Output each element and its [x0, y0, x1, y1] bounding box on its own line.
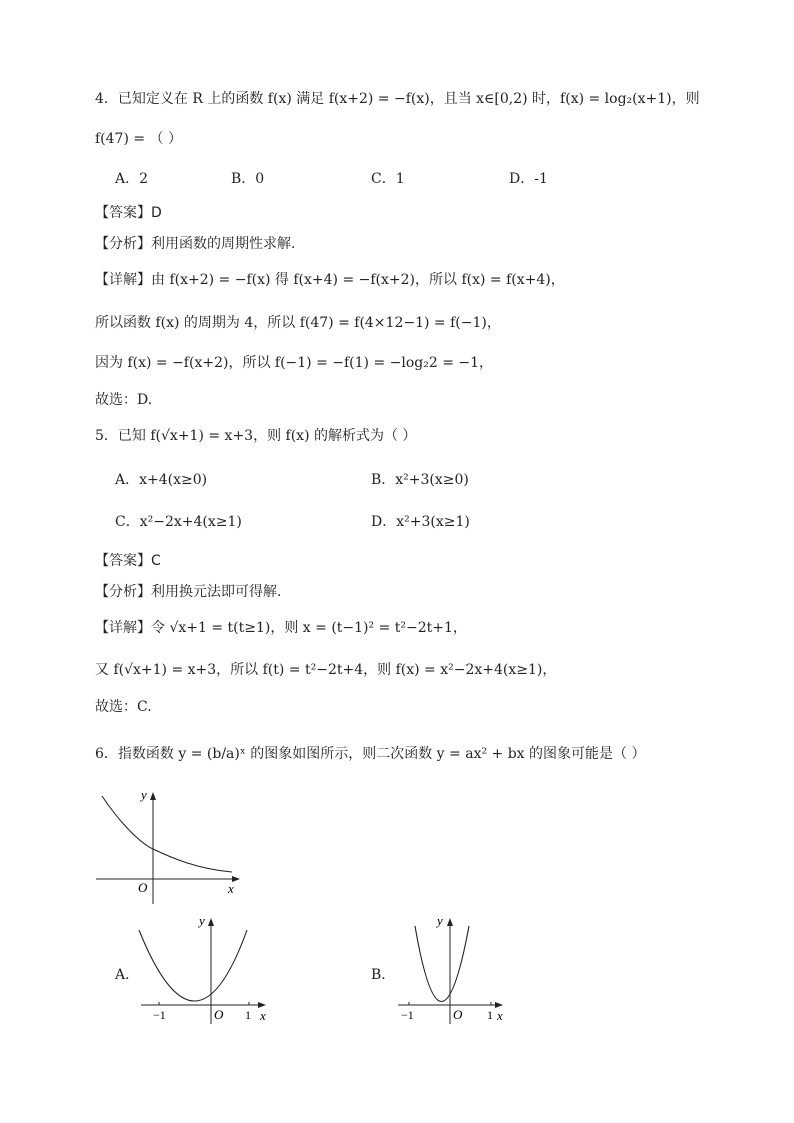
tick-label-neg1: −1: [401, 1008, 414, 1022]
exponential-function-graph: [92, 786, 252, 906]
q5-analysis: 【分析】利用换元法即可得解.: [95, 584, 282, 600]
q4-option-c: C．1: [371, 171, 405, 187]
q5-answer: 【答案】C: [95, 553, 161, 569]
q4-stem-cont: f(47) = （ ）: [95, 131, 183, 147]
q5-option-c: C．x²−2x+4(x≥1): [115, 514, 242, 530]
q4-detail-line: 所以函数 f(x) 的周期为 4，所以 f(47) = f(4×12−1) = f(−1)，: [95, 315, 501, 331]
x-axis-label: x: [260, 1008, 266, 1023]
tick-label-1: 1: [487, 1008, 493, 1022]
origin-label: O: [453, 1007, 463, 1022]
y-axis-label: y: [199, 913, 205, 928]
q4-detail-line: 【详解】由 f(x+2) = −f(x) 得 f(x+4) = −f(x+2)，所以 f(x) = f(x+4)，: [95, 272, 565, 288]
q5-option-a: A．x+4(x≥0): [115, 472, 208, 488]
q5-option-b: B．x²+3(x≥0): [371, 472, 469, 488]
tick-label-neg1: −1: [153, 1008, 166, 1022]
y-axis-label: y: [437, 913, 443, 928]
q5-detail-line: 又 f(√x+1) = x+3，所以 f(t) = t²−2t+4，则 f(x) = x²−2x+4(x≥1)，: [95, 662, 557, 678]
q4-option-a: A．2: [115, 171, 149, 187]
q5-stem: 5．已知 f(√x+1) = x+3，则 f(x) 的解析式为（ ）: [95, 428, 417, 444]
q6-stem: 6．指数函数 y = (b/a)ˣ 的图象如图所示，则二次函数 y = ax² + bx 的图象可能是（ ）: [95, 746, 646, 762]
x-axis-label: x: [228, 881, 234, 896]
q6-option-a-label: A．: [115, 967, 140, 983]
q6-option-b-label: B．: [371, 967, 396, 983]
x-axis-label: x: [497, 1008, 503, 1023]
tick-label-1: 1: [245, 1008, 251, 1022]
q5-detail-line: 【详解】令 √x+1 = t(t≥1)，则 x = (t−1)² = t²−2t+1，: [95, 620, 467, 636]
q4-detail-line: 因为 f(x) = −f(x+2)，所以 f(−1) = −f(1) = −log₂2 = −1，: [95, 355, 494, 371]
q4-analysis: 【分析】利用函数的周期性求解.: [95, 236, 296, 252]
origin-label: O: [214, 1007, 224, 1022]
q6-option-b-graph: [393, 912, 533, 1027]
q4-conclusion: 故选：D.: [95, 392, 153, 408]
q6-option-a-graph: [135, 912, 275, 1027]
q4-option-b: B．0: [231, 171, 265, 187]
origin-label: O: [138, 880, 148, 895]
q4-option-d: D．-1: [509, 171, 548, 187]
q5-conclusion: 故选：C.: [95, 699, 152, 715]
q4-answer: 【答案】D: [95, 205, 162, 221]
y-axis-label: y: [141, 787, 147, 802]
q5-option-d: D．x²+3(x≥1): [371, 514, 470, 530]
q4-stem: 4．已知定义在 R 上的函数 f(x) 满足 f(x+2) = −f(x)，且当 x∈[0,2) 时，f(x) = log₂(x+1)，则: [95, 91, 700, 107]
